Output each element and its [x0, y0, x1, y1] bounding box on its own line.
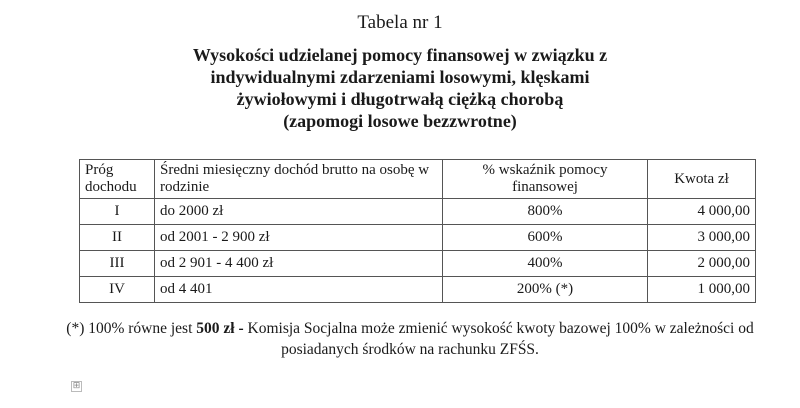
- table-row: [80, 199, 756, 225]
- footnote: [60, 318, 760, 360]
- table-header-row: [80, 160, 756, 199]
- header-amount: Kwota zł: [648, 160, 756, 199]
- table-row: [80, 277, 756, 303]
- cell-amount: 1 000,00: [648, 277, 756, 303]
- cell-threshold: IV: [80, 277, 155, 303]
- cell-rate: 600%: [443, 225, 648, 251]
- document-title: [0, 44, 800, 132]
- header-income: Średni miesięczny dochód brutto na osobę w rodzinie: [155, 160, 443, 199]
- cell-income: od 4 401: [155, 277, 443, 303]
- cell-income: od 2 901 - 4 400 zł: [155, 251, 443, 277]
- title-line: żywiołowymi i długotrwałą ciężką chorobą: [236, 89, 564, 109]
- table-move-handle-icon[interactable]: ⊞: [72, 381, 81, 391]
- cell-threshold: III: [80, 251, 155, 277]
- title-line: indywidualnymi zdarzeniami losowymi, klęskami: [210, 67, 590, 87]
- cell-amount: 3 000,00: [648, 225, 756, 251]
- assistance-table: [79, 159, 756, 303]
- title-line: Wysokości udzielanej pomocy finansowej w związku z: [192, 45, 608, 65]
- header-threshold: Próg dochodu: [80, 160, 155, 199]
- header-rate: % wskaźnik pomocy finansowej: [443, 160, 648, 199]
- cell-rate: 800%: [443, 199, 648, 225]
- cell-income: od 2001 - 2 900 zł: [155, 225, 443, 251]
- footnote-bold-amount: 500 zł -: [196, 320, 244, 337]
- cell-rate: 200% (*): [443, 277, 648, 303]
- footnote-suffix: Komisja Socjalna może zmienić wysokość kwoty bazowej 100% w zależności od posiadanych środków na rachunku ZFŚS.: [243, 320, 754, 358]
- cell-amount: 4 000,00: [648, 199, 756, 225]
- cell-threshold: I: [80, 199, 155, 225]
- cell-rate: 400%: [443, 251, 648, 277]
- table-row: [80, 251, 756, 277]
- title-line: (zapomogi losowe bezzwrotne): [283, 111, 517, 131]
- cell-amount: 2 000,00: [648, 251, 756, 277]
- footnote-prefix: (*) 100% równe jest: [66, 320, 197, 337]
- table-row: [80, 225, 756, 251]
- cell-income: do 2000 zł: [155, 199, 443, 225]
- table-caption: Tabela nr 1: [357, 12, 443, 33]
- cell-threshold: II: [80, 225, 155, 251]
